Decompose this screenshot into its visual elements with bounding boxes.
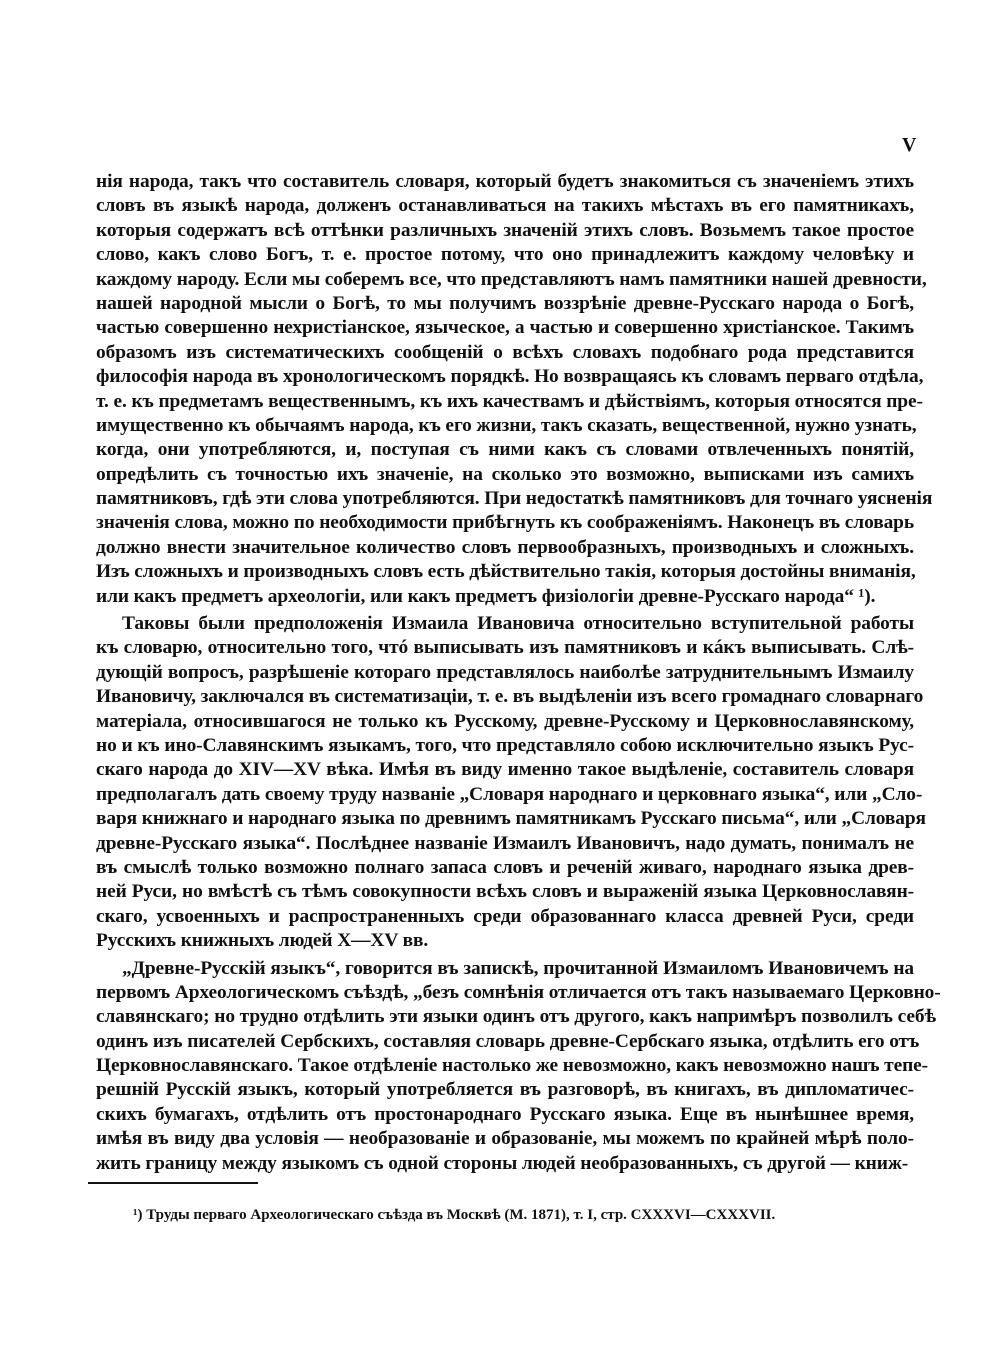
text-line: предполагалъ дать своему труду названіе „Словаря народнаго и церковнаго языка“, или „Сло-: [96, 783, 923, 805]
paragraph-1: [96, 170, 933, 609]
text-line: имѣя въ виду два условія — необразованіе и образованіе, мы можемъ по крайней мѣрѣ поло-: [96, 1128, 914, 1150]
text-line: скаго, усвоенныхъ и распространенныхъ среди образованнаго класса древней Руси, среди: [96, 905, 914, 927]
text-line: должно внести значительное количество словъ первообразныхъ, производныхъ и сложныхъ.: [96, 536, 914, 558]
text-line: древне-Русскаго языка“. Послѣднее названіе Измаилъ Ивановичъ, надо думать, понималъ не: [96, 832, 914, 854]
text-line: нія народа, такъ что составитель словаря, который будетъ знакомиться съ значеніемъ этихъ: [96, 171, 914, 192]
text-line: Изъ сложныхъ и производныхъ словъ есть дѣйствительно такія, которыя достойны вниманія,: [96, 561, 916, 583]
text-line: первомъ Археологическомъ съѣздѣ, „безъ сомнѣнія отличается отъ такъ называемаго Церковно-: [96, 981, 941, 1003]
page-number: V: [902, 134, 917, 156]
text-line: имущественно къ обычаямъ народа, къ его жизни, такъ сказать, вещественной, нужно узнать,: [96, 414, 917, 436]
text-line: Таковы были предположенія Измаила Ивановича относительно вступительной работы: [122, 613, 914, 635]
text-line: варя книжнаго и народнаго языка по древнимъ памятникамъ Русскаго письма“, или „Словаря: [96, 808, 926, 830]
body-text: [96, 170, 941, 1176]
text-line: когда, они употребляются, и, поступая съ ними какъ съ словами отвлеченныхъ понятій,: [96, 439, 914, 461]
text-line: къ словарю, относительно того, чтó выписывать изъ памятниковъ и кáкъ выписывать. Слѣ-: [96, 637, 914, 659]
text-line: частью совершенно нехристіанское, языческое, а частью и совершенно христіанское. Такимъ: [96, 317, 914, 339]
text-line: памятниковъ, гдѣ эти слова употребляются. При недостаткѣ памятниковъ для точнаго уясненія: [96, 488, 933, 510]
text-line: въ смыслѣ только возможно полнаго запаса словъ и реченій живаго, народнаго языка древ-: [96, 856, 914, 878]
text-line: Русскихъ книжныхъ людей X—XV вв.: [96, 930, 429, 952]
text-line: нашей народной мысли о Богѣ, то мы получимъ воззрѣніе древне-Русскаго народа о Богѣ,: [96, 292, 914, 314]
text-line: решній Русскій языкъ, который употребляется въ разговорѣ, въ книгахъ, въ дипломатичес-: [96, 1079, 914, 1101]
footnote-text: Труды перваго Археологическаго съѣзда въ Москвѣ (М. 1871), т. I, стр. CXXXVI—CXXXVII.: [146, 1207, 776, 1223]
text-line: словъ въ языкѣ народа, долженъ останавливаться на такихъ мѣстахъ въ его памятникахъ,: [96, 195, 914, 217]
text-line: слово, какъ слово Богъ, т. е. простое потому, что оно принадлежитъ каждому человѣку и: [96, 244, 914, 266]
paragraph-3: [96, 957, 941, 1177]
text-line: образомъ изъ систематическихъ сообщеній о всѣхъ словахъ подобнаго рода представится: [96, 341, 914, 363]
paragraph-2: [96, 612, 926, 953]
text-line: каждому народу. Если мы соберемъ все, что представляютъ намъ памятники нашей древности,: [96, 268, 927, 290]
text-line: но и къ ино-Славянскимъ языкамъ, того, что представляло собою исключительно языкъ Рус-: [96, 734, 914, 756]
footnote-marker: ¹): [133, 1207, 143, 1223]
text-line: матеріала, относившагося не только къ Русскому, древне-Русскому и Церковнославянскому,: [96, 710, 914, 732]
text-line: Церковнославянскаго. Такое отдѣленіе настолько же невозможно, какъ невозможно нашъ тепе-: [96, 1055, 929, 1077]
text-line: жить границу между языкомъ съ одной стороны людей необразованныхъ, съ другой — книж-: [96, 1152, 909, 1174]
text-line: философія народа въ хронологическомъ порядкѣ. Но возвращаясь къ словамъ перваго отдѣла,: [96, 366, 924, 388]
text-line: ней Руси, но вмѣстѣ съ тѣмъ совокупности всѣхъ словъ и выраженій языка Церковнославян-: [96, 881, 914, 903]
text-line: скихъ бумагахъ, отдѣлить отъ простонароднаго Русскаго языка. Еще въ нынѣшнее время,: [96, 1103, 914, 1125]
text-line: т. е. къ предметамъ вещественнымъ, къ ихъ качествамъ и дѣйствіямъ, которыя относятся пре-: [96, 390, 923, 412]
text-line: скаго народа до XIV—XV вѣка. Имѣя въ виду именно такое выдѣленіе, составитель словаря: [96, 759, 914, 781]
text-line: дующій вопросъ, разрѣшеніе котораго представлялось наиболѣе затруднительнымъ Измаилу: [96, 661, 914, 683]
text-line: опредѣлить съ точностью ихъ значеніе, на сколько это возможно, выписками изъ самихъ: [96, 463, 914, 485]
text-line: славянскаго; но трудно отдѣлить эти языки одинъ отъ другого, какъ напримѣръ позволилъ себѣ: [96, 1006, 936, 1028]
footnote-divider: [88, 1182, 258, 1184]
text-line: которыя содержатъ всѣ оттѣнки различныхъ значеній этихъ словъ. Возьмемъ такое простое: [96, 219, 914, 241]
text-line: одинъ изъ писателей Сербскихъ, составляя словарь древне-Сербскаго языка, отдѣлить его отъ: [96, 1030, 920, 1052]
text-line: или какъ предметъ археологіи, или какъ предметъ физіологіи древне-Русскаго народа“ ¹).: [96, 585, 876, 607]
text-line: Ивановичу, заключался въ систематизаціи, т. е. въ выдѣленіи изъ всего громаднаго словарнаго: [96, 686, 924, 708]
text-line: значенія слова, можно по необходимости прибѣгнуть къ соображеніямъ. Наконецъ въ словарь: [96, 512, 914, 534]
footnote: [133, 1207, 775, 1224]
text-line: „Древне-Русскій языкъ“, говорится въ запискѣ, прочитанной Измаиломъ Ивановичемъ на: [122, 957, 914, 979]
